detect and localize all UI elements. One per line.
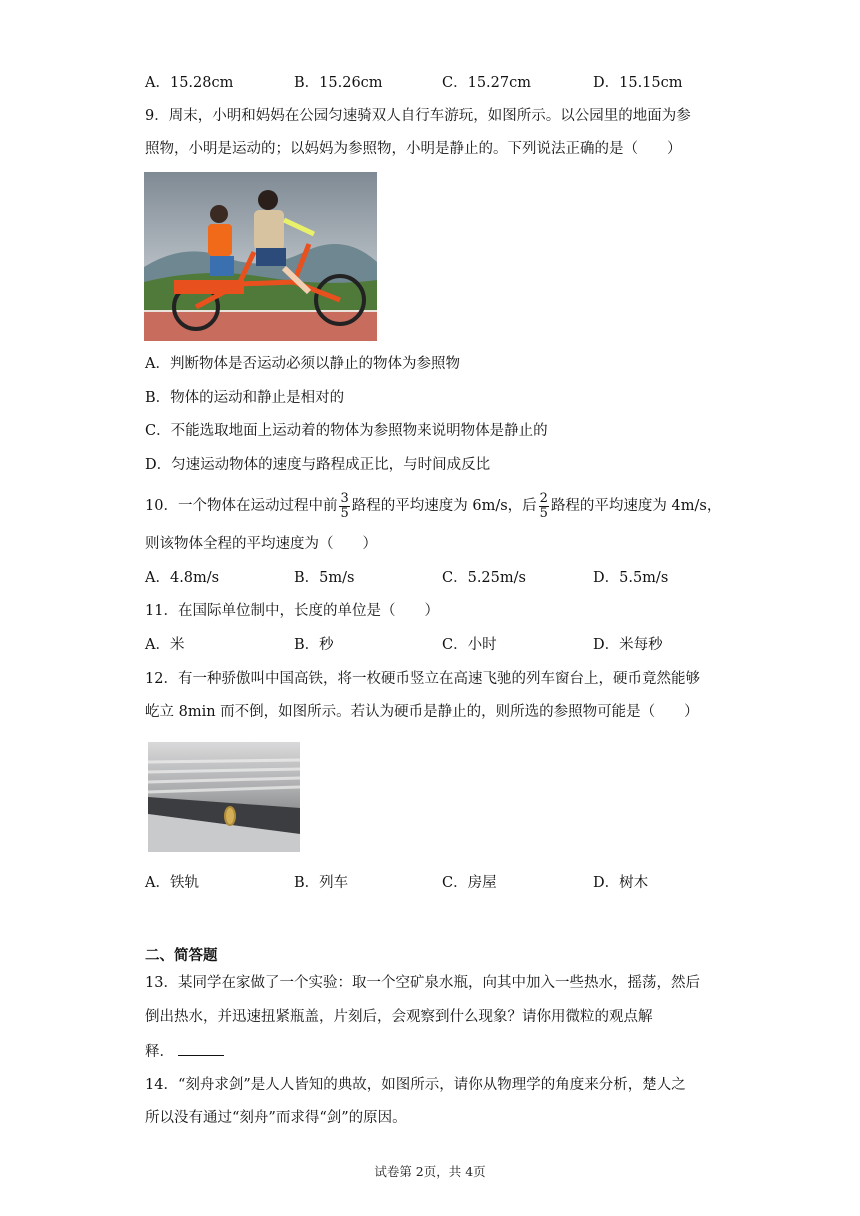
fraction-two-fifths [539, 492, 549, 521]
q9-option-a: A．判断物体是否运动必须以静止的物体为参照物 [145, 356, 460, 372]
q10-stem-line2: 则该物体全程的平均速度为（ ） [145, 536, 377, 552]
q13-stem-line2: 倒出热水，并迅速扭紧瓶盖，片刻后，会观察到什么现象？请你用微粒的观点解 [145, 1009, 653, 1025]
q10-option-b: B．5m/s [294, 570, 355, 586]
tandem-bike-photo [144, 172, 377, 341]
q10-options [145, 568, 745, 588]
answer-blank [178, 1041, 224, 1056]
q12-option-d: D．树木 [593, 875, 649, 891]
q12-option-a: A．铁轨 [145, 875, 199, 891]
q11-options [145, 635, 745, 655]
q11-option-a: A．米 [145, 637, 185, 653]
q11-stem: 11．在国际单位制中，长度的单位是（ ） [145, 603, 439, 619]
q8-option-d: D．15.15cm [593, 75, 683, 91]
q9-option-d: D．匀速运动物体的速度与路程成正比，与时间成反比 [145, 457, 491, 473]
q10-frac1-denominator: 5 [340, 505, 349, 521]
q12-option-b: B．列车 [294, 875, 349, 891]
q9-option-c: C．不能选取地面上运动着的物体为参照物来说明物体是静止的 [145, 423, 548, 439]
q9-stem-line2: 照物，小明是运动的；以妈妈为参照物，小明是静止的。下列说法正确的是（ ） [145, 141, 682, 157]
q10-frac2-denominator: 5 [539, 505, 548, 521]
q10-option-a: A．4.8m/s [145, 570, 220, 586]
q8-option-a: A．15.28cm [145, 75, 234, 91]
q8-options [145, 73, 745, 93]
q11-option-c: C．小时 [442, 637, 497, 653]
q10-suffix: 路程的平均速度为 4m/s， [550, 498, 722, 514]
q10-frac2-numerator: 2 [539, 490, 548, 506]
fraction-three-fifths [339, 492, 349, 521]
q14-stem-line1: 14．“刻舟求剑”是人人皆知的典故，如图所示，请你从物理学的角度来分析，楚人之 [145, 1077, 686, 1093]
q10-option-d: D．5.5m/s [593, 570, 669, 586]
q12-stem-line1: 12．有一种骄傲叫中国高铁，将一枚硬币竖立在高速飞驰的列车窗台上，硬币竟然能够 [145, 671, 700, 687]
q13-stem-line3 [145, 1041, 224, 1062]
q10-prefix: 10．一个物体在运动过程中前 [145, 498, 338, 514]
q12-option-c: C．房屋 [442, 875, 497, 891]
q10-mid: 路程的平均速度为 6m/s，后 [351, 498, 537, 514]
q11-option-b: B．秒 [294, 637, 334, 653]
coin-on-windowsill-photo [148, 742, 300, 852]
q12-stem-line2: 屹立 8min 而不倒，如图所示。若认为硬币是静止的，则所选的参照物可能是（ ） [145, 704, 699, 720]
page-footer: 试卷第 2页，共 4页 [374, 1164, 486, 1179]
q10-stem-line1 [145, 488, 721, 524]
q13-stem-line1: 13．某同学在家做了一个实验：取一个空矿泉水瓶，向其中加入一些热水，摇荡，然后 [145, 975, 700, 991]
section-title-short-answer: 二、简答题 [145, 947, 218, 964]
q9-option-b: B．物体的运动和静止是相对的 [145, 390, 345, 406]
q10-frac1-numerator: 3 [340, 490, 349, 506]
q11-option-d: D．米每秒 [593, 637, 663, 653]
q8-option-c: C．15.27cm [442, 75, 531, 91]
q8-option-b: B．15.26cm [294, 75, 383, 91]
q9-stem-line1: 9．周末，小明和妈妈在公园匀速骑双人自行车游玩，如图所示。以公园里的地面为参 [145, 108, 691, 124]
q12-options [145, 873, 745, 893]
q13-line3-text: 释． [145, 1044, 174, 1060]
q14-stem-line2: 所以没有通过“刻舟”而求得“剑”的原因。 [145, 1110, 407, 1126]
q10-option-c: C．5.25m/s [442, 570, 526, 586]
